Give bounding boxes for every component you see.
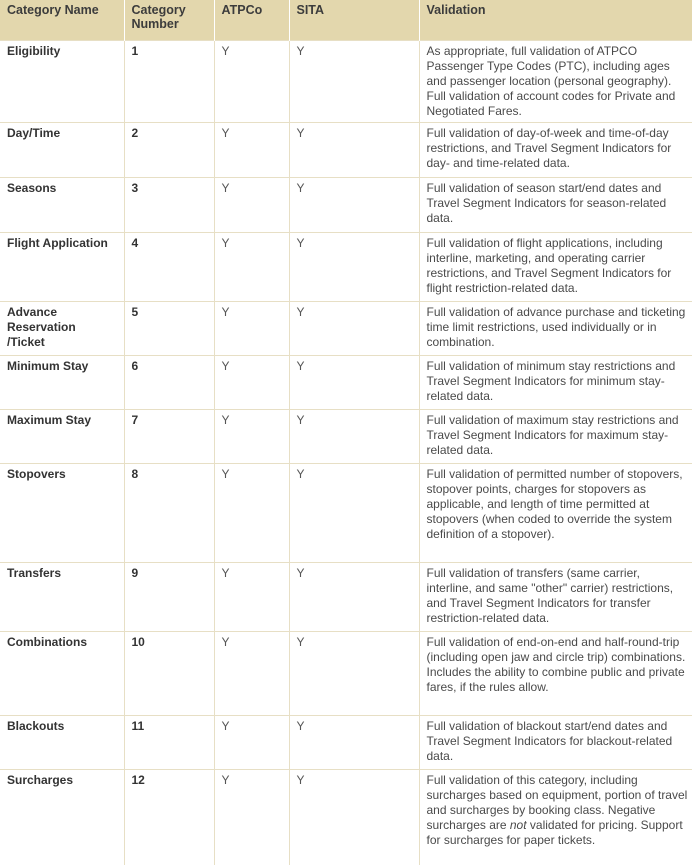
table-row — [0, 40, 692, 122]
validation-text: Full validation of this category, including surcharges based on equipment, portion of travel and surcharges by booking class. Negative surcharges are — [426, 772, 688, 832]
table-row — [0, 177, 692, 232]
category-name-cell: Eligibility — [0, 40, 124, 122]
atpco-cell: Y — [214, 40, 289, 122]
atpco-cell: Y — [214, 355, 289, 409]
sita-cell: Y — [289, 715, 419, 769]
category-number-cell: 3 — [124, 177, 214, 232]
validation-cell: Full validation of minimum stay restrictions and Travel Segment Indicators for minimum stay-related data. — [419, 355, 692, 409]
atpco-cell: Y — [214, 562, 289, 631]
validation-cell: Full validation of advance purchase and ticketing time limit restrictions, used individually or in combination. — [419, 301, 692, 355]
sita-cell: Y — [289, 301, 419, 355]
atpco-cell: Y — [214, 463, 289, 562]
table-row — [0, 409, 692, 463]
sita-cell: Y — [289, 232, 419, 301]
validation-cell: Full validation of day-of-week and time-of-day restrictions, and Travel Segment Indicators for day- and time-related data. — [419, 122, 692, 177]
category-name-cell: Combinations — [0, 631, 124, 715]
category-number-cell: 2 — [124, 122, 214, 177]
header-category-number: Category Number — [124, 0, 214, 40]
validation-cell: Full validation of transfers (same carrier, interline, and same "other" carrier) restrictions, and Travel Segment Indicators for transfer restriction-related data. — [419, 562, 692, 631]
table-row — [0, 463, 692, 562]
category-number-cell: 7 — [124, 409, 214, 463]
table-row — [0, 122, 692, 177]
atpco-cell: Y — [214, 122, 289, 177]
category-name-cell: Surcharges — [0, 769, 124, 865]
atpco-cell: Y — [214, 177, 289, 232]
category-number-cell: 10 — [124, 631, 214, 715]
atpco-cell: Y — [214, 631, 289, 715]
validation-cell: Full validation of season start/end dates and Travel Segment Indicators for season-related data. — [419, 177, 692, 232]
validation-emphasis: not — [509, 817, 527, 832]
table-row — [0, 769, 692, 865]
category-name-cell: Minimum Stay — [0, 355, 124, 409]
validation-cell: Full validation of permitted number of stopovers, stopover points, charges for stopovers as applicable, and length of time permitted at stopovers (when coded to override the system definition of a stopover). — [419, 463, 692, 562]
sita-cell: Y — [289, 177, 419, 232]
validation-cell: Full validation of blackout start/end dates and Travel Segment Indicators for blackout-related data. — [419, 715, 692, 769]
category-name-cell: Flight Application — [0, 232, 124, 301]
table-row — [0, 301, 692, 355]
sita-cell: Y — [289, 562, 419, 631]
category-number-cell: 12 — [124, 769, 214, 865]
category-name-cell: Day/Time — [0, 122, 124, 177]
category-name-cell: Blackouts — [0, 715, 124, 769]
sita-cell: Y — [289, 409, 419, 463]
category-number-cell: 8 — [124, 463, 214, 562]
validation-cell: Full validation of maximum stay restrictions and Travel Segment Indicators for maximum stay-related data. — [419, 409, 692, 463]
atpco-cell: Y — [214, 769, 289, 865]
table-row — [0, 631, 692, 715]
sita-cell: Y — [289, 769, 419, 865]
sita-cell: Y — [289, 40, 419, 122]
validation-cell: As appropriate, full validation of ATPCO Passenger Type Codes (PTC), including ages and passenger location (personal geography). Full validation of account codes for Private and Negotiated Fares. — [419, 40, 692, 122]
category-number-cell: 6 — [124, 355, 214, 409]
header-row — [0, 0, 692, 40]
category-number-cell: 5 — [124, 301, 214, 355]
atpco-cell: Y — [214, 409, 289, 463]
category-name-cell: Stopovers — [0, 463, 124, 562]
header-atpco: ATPCo — [214, 0, 289, 40]
header-sita: SITA — [289, 0, 419, 40]
header-category-name: Category Name — [7, 3, 99, 17]
validation-cell — [419, 769, 692, 865]
sita-cell: Y — [289, 463, 419, 562]
category-name-cell: Transfers — [0, 562, 124, 631]
category-number-cell: 4 — [124, 232, 214, 301]
table-row — [0, 562, 692, 631]
category-name-cell: Seasons — [0, 177, 124, 232]
category-number-cell: 11 — [124, 715, 214, 769]
atpco-cell: Y — [214, 232, 289, 301]
table-row — [0, 355, 692, 409]
sita-cell: Y — [289, 355, 419, 409]
header-validation: Validation — [419, 0, 692, 40]
validation-text: validated for pricing. Support for surcharges for paper tickets. — [426, 817, 683, 847]
validation-cell: Full validation of end-on-end and half-round-trip (including open jaw and circle trip) combinations. Includes the ability to combine public and private fares, if the rules allow. — [419, 631, 692, 715]
table-row — [0, 232, 692, 301]
sita-cell: Y — [289, 631, 419, 715]
category-number-cell: 1 — [124, 40, 214, 122]
category-name-cell: Advance Reservation /Ticket — [0, 301, 124, 355]
atpco-cell: Y — [214, 301, 289, 355]
category-number-cell: 9 — [124, 562, 214, 631]
table-row — [0, 715, 692, 769]
sita-cell: Y — [289, 122, 419, 177]
validation-cell: Full validation of flight applications, including interline, marketing, and operating carrier restrictions, and Travel Segment Indicators for flight restriction-related data. — [419, 232, 692, 301]
category-name-cell: Maximum Stay — [0, 409, 124, 463]
atpco-cell: Y — [214, 715, 289, 769]
